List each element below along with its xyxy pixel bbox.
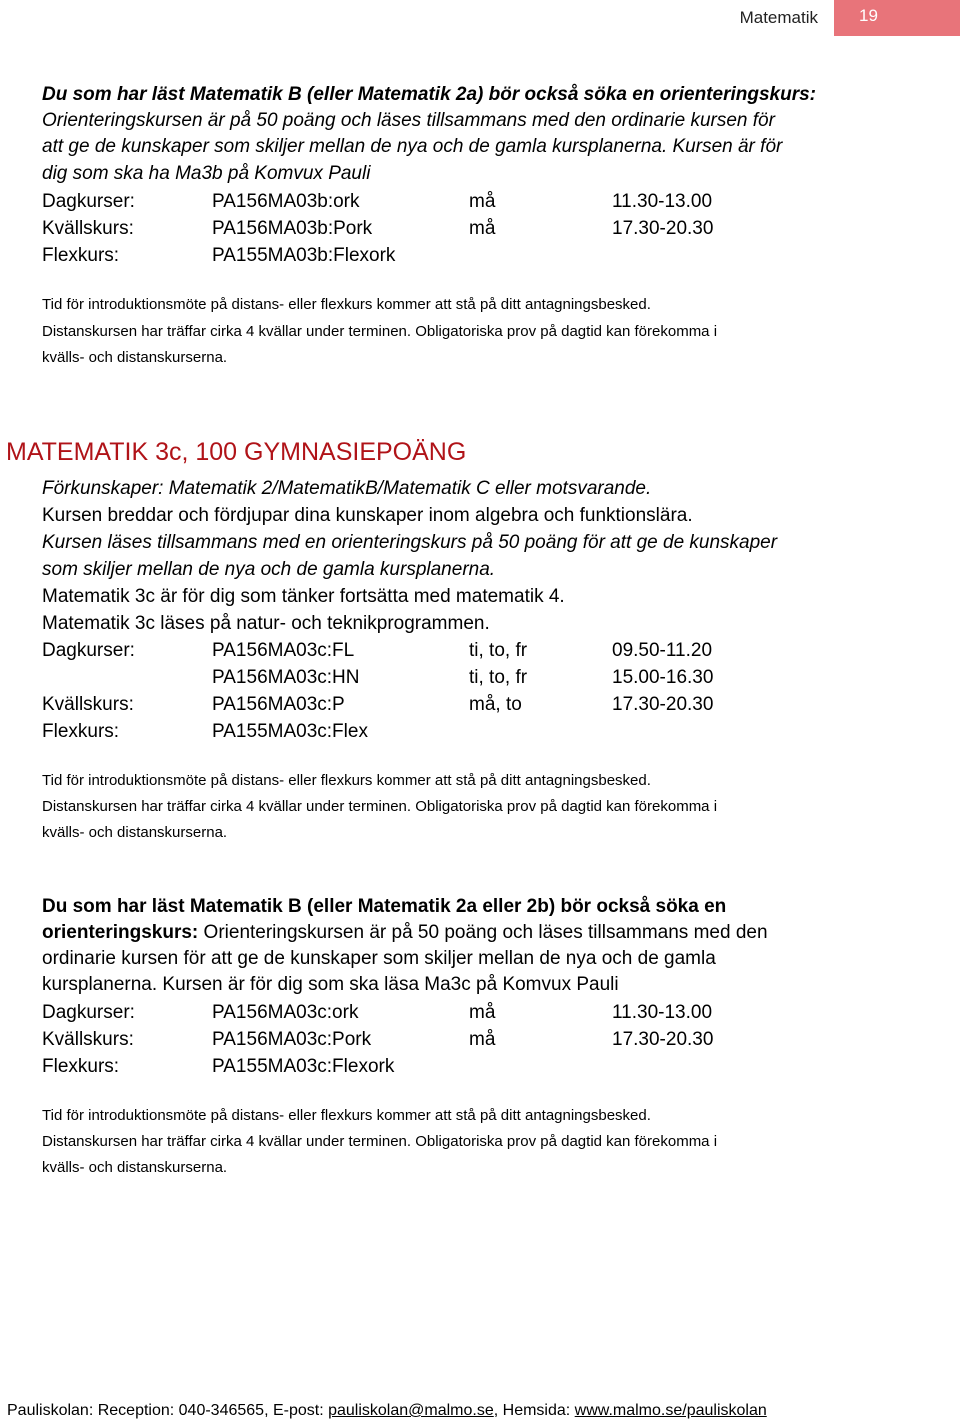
course-code: PA156MA03b:ork [212,191,360,212]
running-header-title: Matematik [739,8,818,27]
schedule-row [42,999,742,1026]
schedule-time: 11.30-13.00 [612,1002,713,1023]
section3-line [42,920,768,947]
schedule-row [42,242,742,269]
schedule-row [42,691,742,718]
prerequisites [42,476,651,503]
schedule-days: må [469,1002,496,1023]
note-line: Distanskursen har träffar cirka 4 kvällar under terminen. Obligatoriska prov på dagtid kan förekomma i [42,798,718,815]
course-code: PA155MA03c:Flexork [212,1056,395,1077]
section3-bold-label: orienteringskurs: [42,922,199,943]
schedule-days: må [469,191,496,212]
note-line: Tid för introduktionsmöte på distans- eller flexkurs kommer att stå på ditt antagningsbesked. [42,772,651,789]
schedule-row [42,1026,742,1053]
course-code: PA156MA03c:ork [212,1002,359,1023]
schedule-time: 17.30-20.30 [612,1029,714,1050]
page-footer [7,1402,767,1420]
page-number-badge [834,0,960,36]
note-line: kvälls- och distanskurserna. [42,349,228,366]
schedule-row [42,664,742,691]
schedule-time: 09.50-11.20 [612,640,713,661]
schedule-time: 17.30-20.30 [612,694,714,715]
schedule-time: 17.30-20.30 [612,218,714,239]
section1-line: dig som ska ha Ma3b på Komvux Pauli [42,163,371,184]
course-code: PA155MA03b:Flexork [212,245,396,266]
schedule-type: Dagkurser: [42,640,135,661]
section1-line: Orienteringskursen är på 50 poäng och läses tillsammans med den ordinarie kursen för [42,110,775,131]
section3-line: kursplanerna. Kursen är för dig som ska läsa Ma3c på Komvux Pauli [42,974,619,995]
website-link[interactable]: www.malmo.se/pauliskolan [574,1402,767,1419]
footer-separator: , Hemsida: [493,1402,575,1419]
email-link[interactable]: pauliskolan@malmo.se [328,1402,494,1419]
note-line: Tid för introduktionsmöte på distans- eller flexkurs kommer att stå på ditt antagningsbesked. [42,296,651,313]
schedule-type: Kvällskurs: [42,218,134,239]
schedule-row [42,215,742,242]
schedule-time: 15.00-16.30 [612,667,714,688]
note-line: Distanskursen har träffar cirka 4 kvällar under terminen. Obligatoriska prov på dagtid kan förekomma i [42,1133,718,1150]
schedule-time: 11.30-13.00 [612,191,713,212]
schedule-days: ti, to, fr [469,640,528,661]
footer-contact: Pauliskolan: Reception: 040-346565, E-post: [7,1402,329,1419]
course-code: PA156MA03b:Pork [212,218,373,239]
schedule-type: Dagkurser: [42,1002,135,1023]
schedule-type: Flexkurs: [42,245,120,266]
schedule-days: ti, to, fr [469,667,528,688]
schedule-row [42,637,742,664]
course-code: PA156MA03c:P [212,694,345,715]
course-heading: MATEMATIK 3c, 100 GYMNASIEPOÄNG [6,438,467,466]
section3-line: ordinarie kursen för att ge de kunskaper som skiljer mellan de nya och de gamla [42,948,716,969]
schedule-days: må [469,1029,496,1050]
schedule-type: Flexkurs: [42,1056,120,1077]
course-description: Matematik 3c läses på natur- och teknikprogrammen. [42,613,490,634]
section1-intro: Du som har läst Matematik B (eller Matematik 2a) bör också söka en orienteringskurs: [42,84,816,105]
schedule-type: Kvällskurs: [42,1029,134,1050]
schedule-row [42,188,742,215]
schedule-days: må, to [469,694,522,715]
section3-intro: Du som har läst Matematik B (eller Matematik 2a eller 2b) bör också söka en [42,896,727,917]
course-description: Kursen läses tillsammans med en orienteringskurs på 50 poäng för att ge de kunskaper [42,532,778,553]
note-line: Distanskursen har träffar cirka 4 kvällar under terminen. Obligatoriska prov på dagtid kan förekomma i [42,323,718,340]
section1-line: att ge de kunskaper som skiljer mellan de nya och de gamla kursplanerna. Kursen är för [42,136,783,157]
prerequisites-text: Förkunskaper: Matematik 2/MatematikB/Matematik C eller motsvarande. [42,478,652,499]
schedule-type: Flexkurs: [42,721,120,742]
course-description: Matematik 3c är för dig som tänker fortsätta med matematik 4. [42,586,565,607]
schedule-days: må [469,218,496,239]
course-description: Kursen breddar och fördjupar dina kunskaper inom algebra och funktionslära. [42,505,693,526]
course-code: PA156MA03c:Pork [212,1029,372,1050]
note-line: kvälls- och distanskurserna. [42,824,228,841]
course-description: som skiljer mellan de nya och de gamla kursplanerna. [42,559,496,580]
note-line: Tid för introduktionsmöte på distans- eller flexkurs kommer att stå på ditt antagningsbesked. [42,1107,651,1124]
schedule-type: Dagkurser: [42,191,135,212]
schedule-row [42,1053,742,1080]
course-code: PA156MA03c:FL [212,640,355,661]
course-code: PA155MA03c:Flex [212,721,368,742]
schedule-type: Kvällskurs: [42,694,134,715]
section3-line-rest: Orienteringskursen är på 50 poäng och läses tillsammans med den [198,922,768,943]
page-number: 19 [859,6,878,25]
schedule-row [42,718,742,745]
note-line: kvälls- och distanskurserna. [42,1159,228,1176]
course-code: PA156MA03c:HN [212,667,360,688]
